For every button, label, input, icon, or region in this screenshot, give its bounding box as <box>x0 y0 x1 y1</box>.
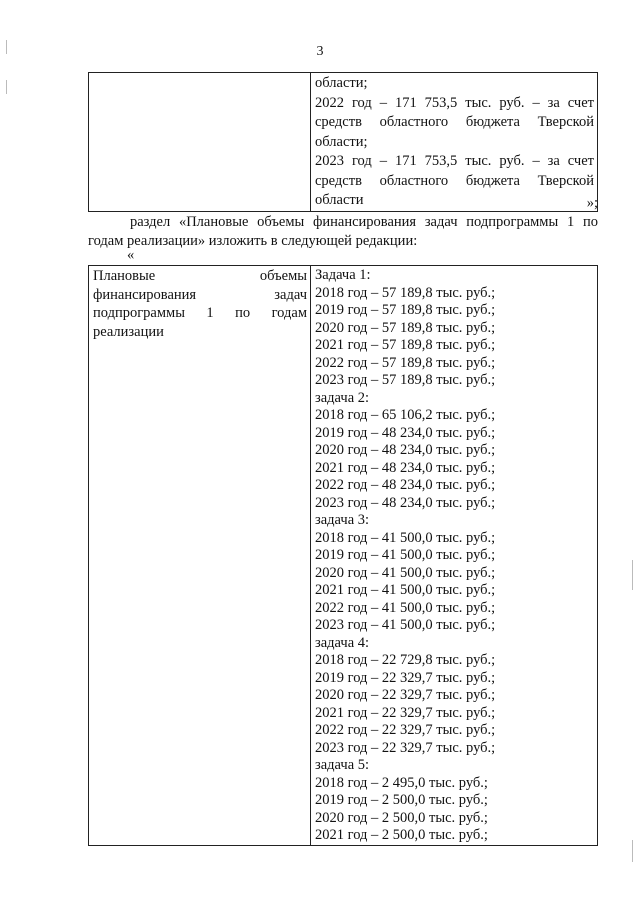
table-row <box>89 73 598 212</box>
funding-line: 2018 год – 57 189,8 тыс. руб.; <box>315 284 496 301</box>
text-line: средств областного бюджета Тверской <box>315 172 594 189</box>
scan-margin-mark <box>632 560 633 590</box>
funding-by-year-cell <box>311 266 598 846</box>
funding-line: 2019 год – 41 500,0 тыс. руб.; <box>315 547 496 563</box>
funding-line: задача 2: <box>315 389 370 406</box>
funding-line: 2020 год – 48 234,0 тыс. руб.; <box>315 442 496 458</box>
scan-margin-mark <box>6 80 7 94</box>
funding-line: 2020 год – 57 189,8 тыс. руб.; <box>315 319 496 336</box>
funding-line: 2022 год – 41 500,0 тыс. руб.; <box>315 599 496 616</box>
funding-line: Задача 1: <box>315 267 371 283</box>
funding-line: 2023 год – 57 189,8 тыс. руб.; <box>315 372 496 388</box>
funding-line: 2020 год – 22 329,7 тыс. руб.; <box>315 687 496 703</box>
text-line: средств областного бюджета Тверской <box>315 114 594 130</box>
text-line: области <box>315 192 364 208</box>
funding-line: 2022 год – 57 189,8 тыс. руб.; <box>315 354 496 371</box>
funding-line: 2018 год – 22 729,8 тыс. руб.; <box>315 652 496 668</box>
funding-line: 2018 год – 2 495,0 тыс. руб.; <box>315 774 488 791</box>
funding-line: 2023 год – 48 234,0 тыс. руб.; <box>315 494 496 511</box>
funding-line: 2019 год – 57 189,8 тыс. руб.; <box>315 302 496 318</box>
funding-line: 2022 год – 48 234,0 тыс. руб.; <box>315 477 496 493</box>
text-line: 2022 год – 171 753,5 тыс. руб. – за счет <box>315 94 594 111</box>
funding-line: задача 4: <box>315 634 370 651</box>
continuation-table <box>88 72 598 212</box>
funding-line: 2023 год – 22 329,7 тыс. руб.; <box>315 739 496 756</box>
funding-line: задача 5: <box>315 757 370 773</box>
table-row <box>89 266 598 846</box>
funding-line: 2023 год – 41 500,0 тыс. руб.; <box>315 617 496 633</box>
opening-quote-mark: « <box>127 247 135 263</box>
funding-line: 2019 год – 2 500,0 тыс. руб.; <box>315 792 488 808</box>
amendment-paragraph: раздел «Плановые объемы финансирования задач подпрограммы 1 по годам реализации» изложить в следующей редакции: <box>88 214 598 249</box>
funding-line: 2021 год – 41 500,0 тыс. руб.; <box>315 582 496 598</box>
text-line: финансирования задач <box>93 286 307 303</box>
funding-line: 2021 год – 57 189,8 тыс. руб.; <box>315 337 496 353</box>
funding-table <box>88 265 598 846</box>
funding-line: задача 3: <box>315 512 370 528</box>
funding-line: 2021 год – 48 234,0 тыс. руб.; <box>315 459 496 476</box>
text-line: области; <box>315 75 368 91</box>
text-line: реализации <box>93 323 164 340</box>
funding-line: 2020 год – 2 500,0 тыс. руб.; <box>315 809 488 826</box>
text-line: подпрограммы 1 по годам <box>93 305 307 321</box>
funding-line: 2019 год – 48 234,0 тыс. руб.; <box>315 424 496 441</box>
text-line: области; <box>315 133 368 150</box>
empty-left-cell <box>89 73 311 212</box>
page-number: 3 <box>316 44 324 59</box>
scan-margin-mark <box>632 840 633 862</box>
funding-line: 2021 год – 22 329,7 тыс. руб.; <box>315 704 496 721</box>
funding-line: 2022 год – 22 329,7 тыс. руб.; <box>315 722 496 738</box>
closing-quote-mark: »; <box>586 195 598 211</box>
funding-line: 2020 год – 41 500,0 тыс. руб.; <box>315 564 496 581</box>
funding-line: 2019 год – 22 329,7 тыс. руб.; <box>315 669 496 686</box>
funding-line: 2018 год – 65 106,2 тыс. руб.; <box>315 407 496 423</box>
funding-line: 2021 год – 2 500,0 тыс. руб.; <box>315 827 488 843</box>
funding-cell <box>311 73 598 212</box>
text-line: Плановые объемы <box>93 268 307 284</box>
funding-line: 2018 год – 41 500,0 тыс. руб.; <box>315 529 496 546</box>
section-title-cell <box>89 266 311 846</box>
text-line: 2023 год – 171 753,5 тыс. руб. – за счет <box>315 153 594 169</box>
